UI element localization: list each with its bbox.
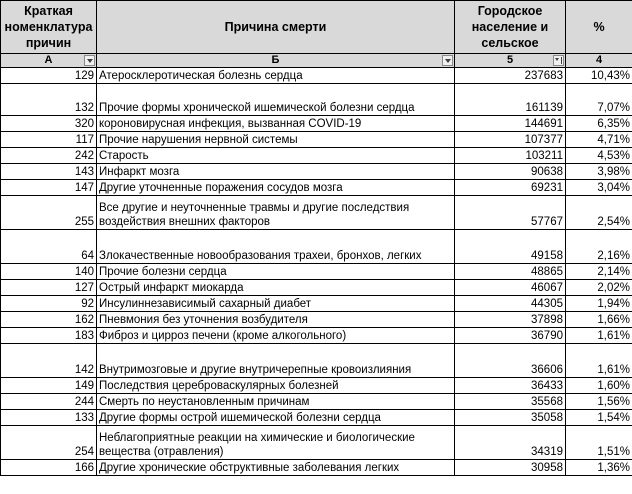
table-row xyxy=(1,264,632,280)
table-row xyxy=(1,312,632,328)
header-row xyxy=(1,1,632,54)
filter-cell-c[interactable] xyxy=(455,54,566,68)
cell-percent[interactable]: 2,02% xyxy=(566,280,632,296)
cell-percent[interactable]: 4,53% xyxy=(566,148,632,164)
table-row xyxy=(1,296,632,312)
cell-cause[interactable]: Острый инфаркт миокарда xyxy=(97,280,455,296)
header-cell-a[interactable]: Краткая номенклатура причин xyxy=(1,1,97,54)
table-row xyxy=(1,180,632,196)
cell-percent[interactable]: 1,60% xyxy=(566,378,632,394)
cell-code[interactable]: 254 xyxy=(1,426,97,460)
table-row xyxy=(1,164,632,180)
filter-label-c: 5 xyxy=(506,54,514,66)
cell-code[interactable]: 242 xyxy=(1,148,97,164)
filter-dropdown-icon[interactable] xyxy=(84,55,95,66)
cell-cause[interactable]: Другие формы острой ишемической болезни сердца xyxy=(97,410,455,426)
cell-cause[interactable]: Прочие формы хронической ишемической болезни сердца xyxy=(97,84,455,116)
cell-percent[interactable]: 1,54% xyxy=(566,410,632,426)
cell-percent[interactable]: 1,66% xyxy=(566,312,632,328)
cell-code[interactable]: 133 xyxy=(1,410,97,426)
table-row xyxy=(1,410,632,426)
cell-value[interactable]: 90638 xyxy=(455,164,566,180)
table-row xyxy=(1,148,632,164)
cell-code[interactable]: 92 xyxy=(1,296,97,312)
cell-percent[interactable]: 1,61% xyxy=(566,328,632,344)
cell-cause[interactable]: Пневмония без уточнения возбудителя xyxy=(97,312,455,328)
table-row xyxy=(1,426,632,460)
cell-code[interactable]: 183 xyxy=(1,328,97,344)
header-cell-d[interactable]: % xyxy=(566,1,632,54)
cell-percent[interactable]: 2,14% xyxy=(566,264,632,280)
filter-label-d: 4 xyxy=(595,54,603,66)
cell-value[interactable]: 103211 xyxy=(455,148,566,164)
cell-code[interactable]: 132 xyxy=(1,84,97,116)
table-row xyxy=(1,68,632,84)
cell-code[interactable]: 127 xyxy=(1,280,97,296)
table-row xyxy=(1,328,632,344)
table-row xyxy=(1,196,632,230)
cell-code[interactable]: 117 xyxy=(1,132,97,148)
table-row xyxy=(1,344,632,378)
cell-value[interactable]: 36433 xyxy=(455,378,566,394)
table-row xyxy=(1,132,632,148)
cell-cause[interactable]: Последствия цереброваскулярных болезней xyxy=(97,378,455,394)
cell-percent[interactable]: 3,98% xyxy=(566,164,632,180)
cell-cause[interactable]: короновирусная инфекция, вызванная COVID-19 xyxy=(97,116,455,132)
cell-code[interactable]: 162 xyxy=(1,312,97,328)
cell-percent[interactable]: 6,35% xyxy=(566,116,632,132)
filter-cell-a[interactable] xyxy=(1,54,97,68)
filter-dropdown-icon[interactable] xyxy=(442,55,453,66)
header-cell-c[interactable]: Городское население и сельское xyxy=(455,1,566,54)
cell-percent[interactable]: 4,71% xyxy=(566,132,632,148)
cell-value[interactable]: 35568 xyxy=(455,394,566,410)
cell-cause[interactable]: Атеросклеротическая болезнь сердца xyxy=(97,68,455,84)
cell-cause[interactable]: Прочие нарушения нервной системы xyxy=(97,132,455,148)
cell-percent[interactable]: 2,54% xyxy=(566,196,632,230)
cell-percent[interactable]: 1,51% xyxy=(566,426,632,460)
cell-value[interactable]: 107377 xyxy=(455,132,566,148)
cell-cause[interactable]: Все другие и неуточненные травмы и другие последствия воздействия внешних факторов xyxy=(97,196,455,230)
cell-value[interactable]: 30958 xyxy=(455,460,566,476)
cell-code[interactable]: 129 xyxy=(1,68,97,84)
cell-value[interactable]: 48865 xyxy=(455,264,566,280)
sort-descending-filter-icon[interactable] xyxy=(553,55,564,66)
cell-value[interactable]: 69231 xyxy=(455,180,566,196)
cell-percent[interactable]: 1,56% xyxy=(566,394,632,410)
cell-cause[interactable]: Смерть по неустановленным причинам xyxy=(97,394,455,410)
cell-percent[interactable]: 3,04% xyxy=(566,180,632,196)
table-row xyxy=(1,84,632,116)
cell-value[interactable]: 57767 xyxy=(455,196,566,230)
cell-percent[interactable]: 2,16% xyxy=(566,230,632,264)
cell-value[interactable]: 44305 xyxy=(455,296,566,312)
cell-cause[interactable]: Злокачественные новообразования трахеи, бронхов, легких xyxy=(97,230,455,264)
cell-percent[interactable]: 1,61% xyxy=(566,344,632,378)
cell-value[interactable]: 237683 xyxy=(455,68,566,84)
cell-percent[interactable]: 7,07% xyxy=(566,84,632,116)
cell-cause[interactable]: Внутримозговые и другие внутричерепные кровоизлияния xyxy=(97,344,455,378)
cell-code[interactable]: 255 xyxy=(1,196,97,230)
table-row xyxy=(1,378,632,394)
cell-code[interactable]: 143 xyxy=(1,164,97,180)
cell-cause[interactable]: Прочие болезни сердца xyxy=(97,264,455,280)
filter-label-b: Б xyxy=(271,54,280,66)
cell-code[interactable]: 142 xyxy=(1,344,97,378)
cell-percent[interactable]: 1,36% xyxy=(566,460,632,476)
cell-value[interactable]: 161139 xyxy=(455,84,566,116)
cell-value[interactable]: 34319 xyxy=(455,426,566,460)
cell-value[interactable]: 37898 xyxy=(455,312,566,328)
cell-code[interactable]: 147 xyxy=(1,180,97,196)
cell-value[interactable]: 49158 xyxy=(455,230,566,264)
table-row xyxy=(1,230,632,264)
cell-percent[interactable]: 10,43% xyxy=(566,68,632,84)
cell-cause[interactable]: Неблагоприятные реакции на химические и биологические вещества (отравления) xyxy=(97,426,455,460)
filter-row xyxy=(1,54,632,68)
filter-cell-d[interactable] xyxy=(566,54,632,68)
table-row xyxy=(1,280,632,296)
cell-cause[interactable]: Фиброз и цирроз печени (кроме алкогольного) xyxy=(97,328,455,344)
cell-cause[interactable]: Инфаркт мозга xyxy=(97,164,455,180)
cell-value[interactable]: 36606 xyxy=(455,344,566,378)
cell-value[interactable]: 35058 xyxy=(455,410,566,426)
cell-value[interactable]: 46067 xyxy=(455,280,566,296)
cell-code[interactable]: 244 xyxy=(1,394,97,410)
cell-cause[interactable]: Инсулиннезависимый сахарный диабет xyxy=(97,296,455,312)
cell-cause[interactable]: Другие хронические обструктивные заболевания легких xyxy=(97,460,455,476)
cell-cause[interactable]: Старость xyxy=(97,148,455,164)
table-row xyxy=(1,460,632,476)
cell-code[interactable]: 64 xyxy=(1,230,97,264)
filter-label-a: А xyxy=(44,54,53,66)
filter-cell-b[interactable] xyxy=(97,54,455,68)
header-cell-b[interactable]: Причина смерти xyxy=(97,1,455,54)
cell-code[interactable]: 140 xyxy=(1,264,97,280)
cell-value[interactable]: 144691 xyxy=(455,116,566,132)
cell-code[interactable]: 320 xyxy=(1,116,97,132)
cell-cause[interactable]: Другие уточненные поражения сосудов мозга xyxy=(97,180,455,196)
cell-value[interactable]: 36790 xyxy=(455,328,566,344)
table-row xyxy=(1,394,632,410)
cell-code[interactable]: 149 xyxy=(1,378,97,394)
table-row xyxy=(1,116,632,132)
cell-code[interactable]: 166 xyxy=(1,460,97,476)
cell-percent[interactable]: 1,94% xyxy=(566,296,632,312)
